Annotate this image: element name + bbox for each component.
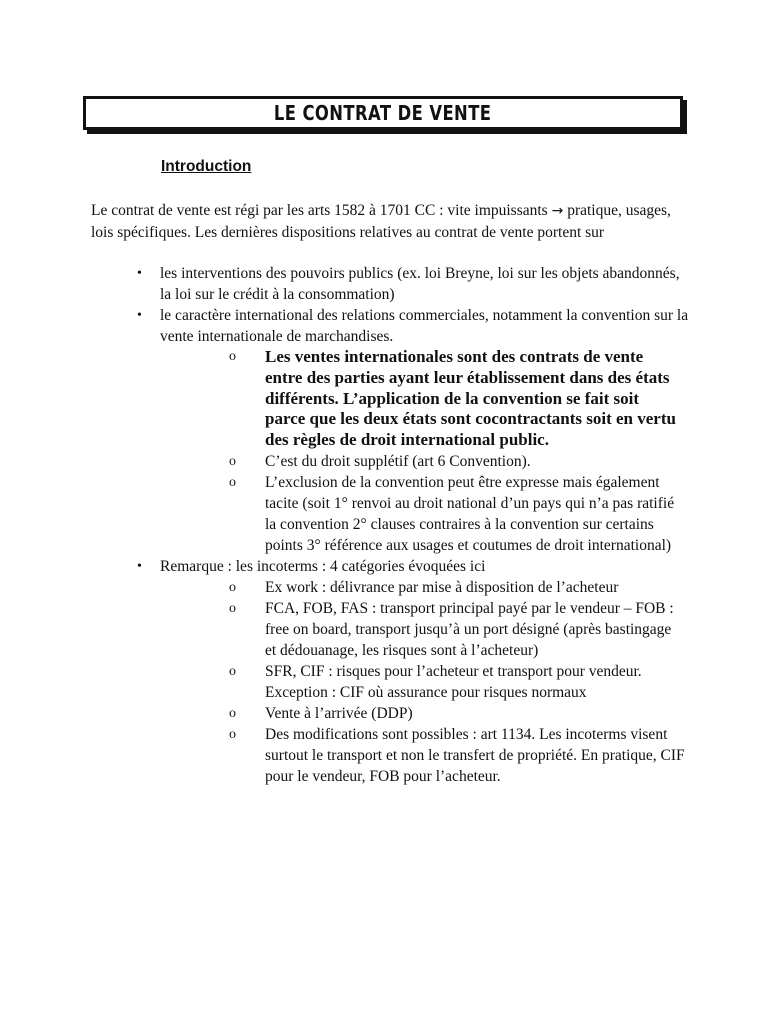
sub-item: [91, 598, 685, 661]
sub-item-text: L’exclusion de la convention peut être expresse mais également tacite (soit 1° renvoi au droit national d’un pays qui n’a pas ratifié la convention 2° clauses contraires à la convention sur certains points 3° référence aux usages et coutumes de droit international): [265, 473, 675, 554]
sub-item: [91, 661, 685, 703]
section-heading: Introduction: [161, 158, 252, 175]
sub-marker: o: [229, 474, 236, 490]
intro-text-part-2: pratique, usages, lois spécifiques. Les dernières dispositions relatives au contrat de vente portent sur: [91, 202, 671, 241]
bullet-item: [91, 263, 691, 305]
sub-item: [91, 347, 679, 451]
sub-item: [91, 577, 685, 598]
bullet-marker: •: [137, 266, 142, 281]
sub-marker: o: [229, 705, 236, 721]
sub-item-text: C’est du droit supplétif (art 6 Convention).: [265, 452, 531, 470]
sub-item: [91, 703, 685, 724]
bullet-item: [91, 305, 691, 556]
sub-list: [91, 577, 691, 787]
sub-marker: o: [229, 600, 236, 616]
title-box: [83, 96, 683, 130]
sub-marker: o: [229, 349, 236, 364]
sub-marker: o: [229, 726, 236, 742]
sub-item: [91, 451, 685, 472]
bullet-text: Remarque : les incoterms : 4 catégories évoquées ici: [160, 557, 486, 575]
sub-marker: o: [229, 663, 236, 679]
sub-item-text: Des modifications sont possibles : art 1134. Les incoterms visent surtout le transport et non le transfert de propriété. En pratique, CIF pour le vendeur, FOB pour l’acheteur.: [265, 725, 685, 785]
sub-item-text: Ex work : délivrance par mise à disposition de l’acheteur: [265, 578, 619, 596]
bullet-text: le caractère international des relations commerciales, notamment la convention sur la vente internationale de marchandises.: [160, 307, 689, 345]
sub-item-text: FCA, FOB, FAS : transport principal payé par le vendeur – FOB : free on board, transport jusqu’à un port désigné (après bastingage et dédouanage, les risques sont à l’acheteur): [265, 599, 674, 659]
bullet-item: [91, 556, 691, 787]
intro-text-part-1: Le contrat de vente est régi par les arts 1582 à 1701 CC : vite impuissants: [91, 202, 552, 219]
document-title: LE CONTRAT DE VENTE: [274, 101, 492, 125]
bullet-text: les interventions des pouvoirs publics (ex. loi Breyne, loi sur les objets abandonnés, la loi sur le crédit à la consommation): [160, 265, 680, 303]
sub-list: [91, 347, 691, 556]
sub-item-text: Vente à l’arrivée (DDP): [265, 704, 413, 722]
bullet-marker: •: [137, 308, 142, 323]
sub-marker: o: [229, 453, 236, 469]
bullet-list: [91, 263, 691, 787]
sub-item: [91, 472, 685, 556]
sub-item-text: Les ventes internationales sont des contrats de vente entre des parties ayant leur établissement dans des états différents. L’application de la convention se fait soit parce que les deux états sont cocontractants soit en vertu des règles de droit international public.: [265, 347, 676, 450]
sub-marker: o: [229, 579, 236, 595]
bullet-marker: •: [137, 558, 142, 574]
right-arrow-icon: →: [551, 203, 564, 219]
intro-paragraph: [91, 200, 681, 243]
sub-item-text: SFR, CIF : risques pour l’acheteur et transport pour vendeur. Exception : CIF où assurance pour risques normaux: [265, 662, 642, 701]
sub-item: [91, 724, 685, 787]
